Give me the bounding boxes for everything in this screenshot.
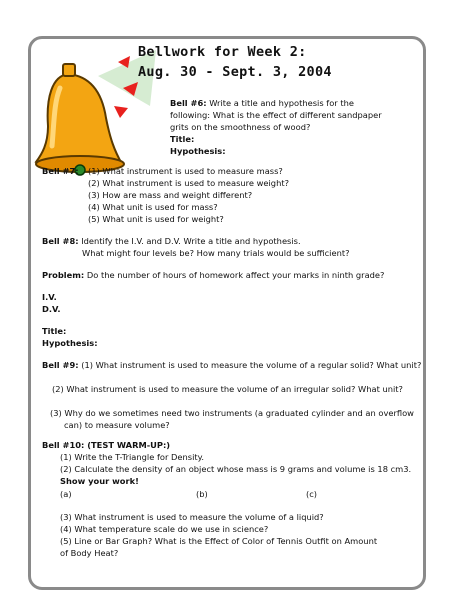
problem-line [42,270,384,282]
bell9-q2: (2) What instrument is used to measure the volume of an irregular solid? What unit? [52,384,403,394]
bell10-part-a: (a) [60,489,72,499]
page-title-line-1: Bellwork for Week 2: [138,44,307,60]
iv-label: I.V. [42,292,57,302]
bell10-q5-line-2: of Body Heat? [60,548,119,558]
bell9-line-1 [42,360,421,372]
bell10-label: Bell #10: (TEST WARM-UP:) [42,440,171,450]
bell6-label: Bell #6: [170,98,207,108]
problem-text: Do the number of hours of homework affect your marks in ninth grade? [86,270,385,280]
bell7-item-2: (2) What instrument is used to measure weight? [88,178,289,188]
page-title-line-2: Aug. 30 - Sept. 3, 2004 [138,64,332,80]
bell6-hypothesis-label: Hypothesis: [170,146,226,156]
bell7-label: Bell #7: [42,166,79,176]
bell10-q3: (3) What instrument is used to measure the volume of a liquid? [60,512,324,522]
bell9-q1: (1) What instrument is used to measure the volume of a regular solid? What unit? [81,360,422,370]
bell9-q3-line-2: can) to measure volume? [64,420,170,430]
bell10-part-b: (b) [196,489,208,499]
bell6-line-3: grits on the smoothness of wood? [170,122,311,132]
bell10-q5-line-1: (5) Line or Bar Graph? What is the Effect of Color of Tennis Outfit on Amount [60,536,378,546]
bell9-label: Bell #9: [42,360,79,370]
title-label: Title: [42,326,67,336]
bell8-line-2: What might four levels be? How many trials would be sufficient? [82,248,350,258]
bell8-text-1: Identify the I.V. and D.V. Write a title and hypothesis. [81,236,301,246]
bell6-line-2: following: What is the effect of different sandpaper [170,110,382,120]
dv-label: D.V. [42,304,61,314]
bell6-title-label: Title: [170,134,195,144]
problem-label: Problem: [42,270,85,280]
bell9-q3-line-1: (3) Why do we sometimes need two instruments (a graduated cylinder and an overflow [50,408,414,418]
bell6-line-1 [170,98,354,110]
bell8-label: Bell #8: [42,236,79,246]
bell7-item-5: (5) What unit is used for weight? [88,214,224,224]
hypothesis-label: Hypothesis: [42,338,98,348]
bell10-q1: (1) Write the T-Triangle for Density. [60,452,204,462]
bell10-show-work: Show your work! [60,476,139,486]
bell7-item-1: (1) What instrument is used to measure mass? [88,166,283,176]
bell6-text-1: Write a title and hypothesis for the [209,98,354,108]
bell7-item-4: (4) What unit is used for mass? [88,202,218,212]
bell10-q4: (4) What temperature scale do we use in science? [60,524,269,534]
bell8-line-1 [42,236,301,248]
bell10-q2: (2) Calculate the density of an object whose mass is 9 grams and volume is 18 cm3. [60,464,412,474]
bell7-item-3: (3) How are mass and weight different? [88,190,253,200]
bell10-part-c: (c) [306,489,318,499]
